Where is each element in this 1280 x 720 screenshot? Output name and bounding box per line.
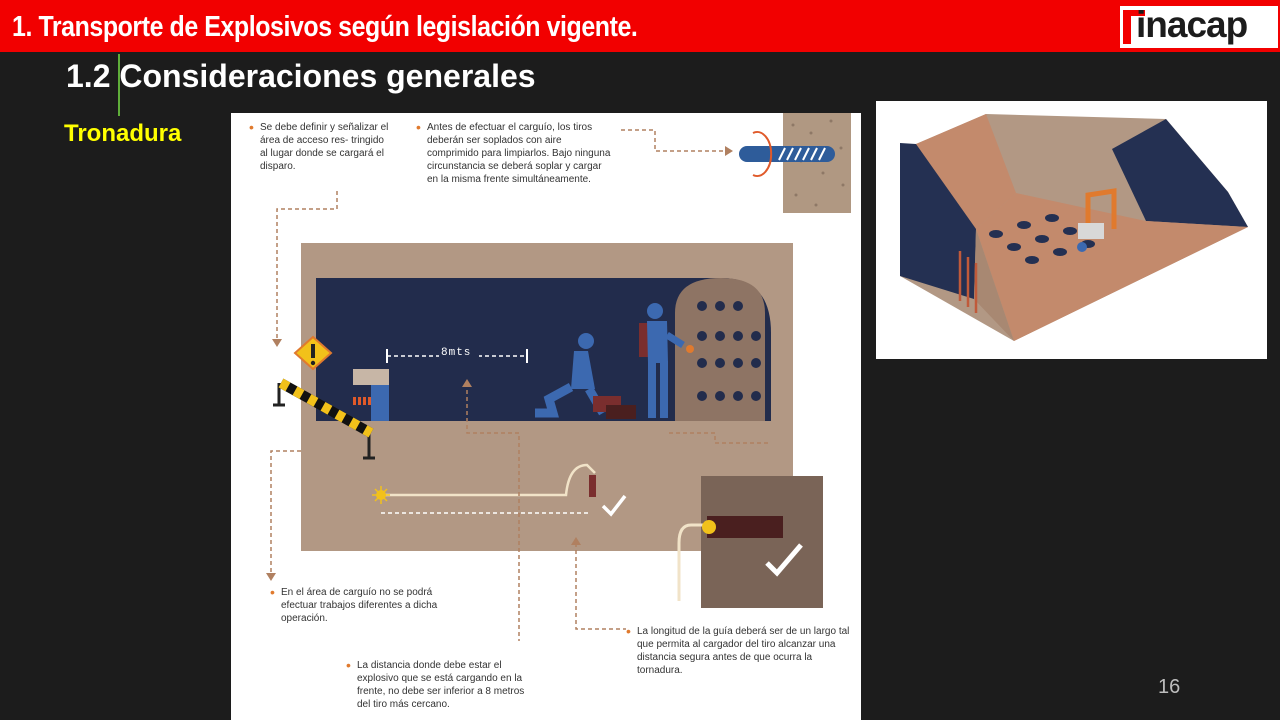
logo-text: inacap [1136,4,1248,45]
distance-label: 8mts [441,347,472,359]
subtitle: Tronadura [64,120,182,147]
title-banner [0,0,1280,52]
slide-title: 1. Transporte de Explosivos según legislación vigente. [12,11,638,43]
open-pit-bench-icon [876,101,1267,359]
note-restricted-area: • Se debe definir y señalizar el área de acceso res- tringido al lugar donde se cargará el disparo. [260,121,390,173]
blasting-infographic [231,113,861,720]
section-heading: 1.2 Consideraciones generales [66,58,536,94]
note-fuse-length: • La longitud de la guía deberá ser de un largo tal que permita al cargador del tiro alcanzar una distancia segura antes de que ocurra la tornadura. [637,625,851,677]
note-blow-holes: • Antes de efectuar el carguío, los tiros deberán ser soplados con aire comprimido para limpiarlos. Bajo ninguna circunstancia se deberá soplar y cargar en la misma frente simultáneamente. [427,121,613,186]
note-distance: • La distancia donde debe estar el explosivo que se está cargando en la frente, no debe ser inferior a 8 metros del tiro más cercano. [357,659,537,711]
bench-illustration [876,101,1267,359]
inacap-logo [1120,6,1278,48]
note-loading-area: • En el área de carguío no se podrá efectuar trabajos diferentes a dicha operación. [281,586,461,625]
logo-bar [1123,16,1131,44]
page-number: 16 [1158,676,1181,698]
